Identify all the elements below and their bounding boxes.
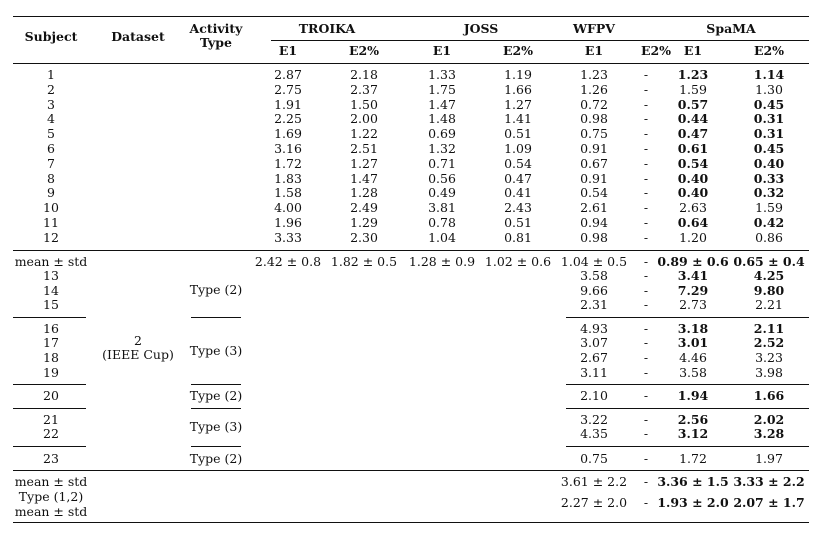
spama-e1-cell: 0.47 <box>677 126 709 142</box>
wfpv-e2-cell: - <box>643 155 649 171</box>
joss-e1-cell: 1.32 <box>428 141 456 156</box>
wfpv-e2-cell: - <box>643 67 649 82</box>
footer-r1-spama-e1: 3.36 ± 1.5 <box>657 474 729 489</box>
sep-type-2 <box>191 384 241 385</box>
wfpv-e2-cell: - <box>643 215 649 230</box>
joss-e2-cell: 1.41 <box>504 111 532 127</box>
troika-e2-cell: 1.22 <box>350 126 378 142</box>
wfpv-e1-cell: 1.23 <box>580 67 608 82</box>
spama-e1-cell: 0.61 <box>677 141 709 156</box>
spama-e2-cell: 1.97 <box>755 451 783 466</box>
troika-e1-cell: 2.25 <box>274 111 302 127</box>
section-rule-1 <box>13 250 809 251</box>
spama-e2-cell: 4.25 <box>753 268 785 283</box>
section-rule-2 <box>13 470 809 471</box>
spama-e1-cell: 1.72 <box>679 451 707 466</box>
spama-e2-cell: 0.31 <box>753 126 785 142</box>
spama-e1-cell: 0.44 <box>677 111 709 127</box>
spama-e1-cell: 0.40 <box>677 185 709 201</box>
footer-r2-wfpv-e1: 2.27 ± 2.0 <box>560 495 628 510</box>
spama-e2-cell: 2.21 <box>755 297 783 312</box>
spama-e2-cell: 1.59 <box>755 200 783 216</box>
troika-e2-cell: 2.18 <box>350 67 378 82</box>
spama-e2-cell: 3.98 <box>755 365 783 380</box>
troika-e2-cell: 1.47 <box>350 170 378 186</box>
activity-type-a: Type (2) <box>189 282 243 297</box>
header-joss: JOSS <box>463 21 499 36</box>
spama-e2-cell: 0.32 <box>753 185 785 201</box>
troika-e1-cell: 1.58 <box>274 185 302 201</box>
header-troika-e2: E2% <box>348 43 380 58</box>
subject-cell: 18 <box>43 350 59 365</box>
header-joss-e1: E1 <box>432 43 452 58</box>
wfpv-e1-cell: 3.22 <box>580 412 608 427</box>
joss-e1-cell: 1.47 <box>428 96 456 112</box>
sep-values-2 <box>566 384 809 385</box>
mean-spama-e2: 0.65 ± 0.4 <box>733 254 805 269</box>
header-spama: SpaMA <box>706 21 756 36</box>
troika-e2-cell: 1.50 <box>350 96 378 112</box>
subject-cell: 2 <box>47 81 55 97</box>
wfpv-e2-cell: - <box>643 185 649 201</box>
wfpv-e2-cell: - <box>643 283 649 298</box>
joss-e1-cell: 0.56 <box>428 170 456 186</box>
spama-e1-cell: 1.23 <box>677 67 709 82</box>
spama-e1-cell: 2.73 <box>679 297 707 312</box>
sep-subject-2 <box>13 384 86 385</box>
subject-cell: 22 <box>43 426 59 441</box>
spama-e2-cell: 0.45 <box>753 96 785 112</box>
joss-e2-cell: 0.51 <box>504 126 532 142</box>
footer-mean-label-2: mean ± std <box>14 504 88 519</box>
wfpv-e2-cell: - <box>643 412 649 427</box>
header-activity-1: Activity <box>189 21 243 36</box>
joss-e1-cell: 1.48 <box>428 111 456 127</box>
wfpv-e2-cell: - <box>643 321 649 336</box>
footer-type12-label: Type (1,2) <box>18 489 84 504</box>
wfpv-e2-cell: - <box>643 297 649 312</box>
joss-e1-cell: 0.49 <box>428 185 456 201</box>
wfpv-e1-cell: 2.31 <box>580 297 608 312</box>
subject-cell: 4 <box>47 111 55 127</box>
header-dataset: Dataset <box>111 29 165 44</box>
wfpv-e1-cell: 0.75 <box>580 126 608 142</box>
wfpv-e1-cell: 0.75 <box>580 451 608 466</box>
joss-e2-cell: 1.09 <box>504 141 532 156</box>
wfpv-e1-cell: 3.11 <box>580 365 608 380</box>
wfpv-e2-cell: - <box>643 388 649 403</box>
joss-e1-cell: 0.69 <box>428 126 456 142</box>
subject-cell: 19 <box>43 365 59 380</box>
activity-type-e: Type (2) <box>189 451 243 466</box>
joss-e2-cell: 0.47 <box>504 170 532 186</box>
sep-subject-1 <box>13 317 86 318</box>
mean-troika-e2: 1.82 ± 0.5 <box>330 254 398 269</box>
subject-cell: 17 <box>43 335 59 350</box>
wfpv-e2-cell: - <box>643 96 649 112</box>
wfpv-e2-cell: - <box>643 335 649 350</box>
spama-e1-cell: 0.64 <box>677 215 709 230</box>
subject-cell: 16 <box>43 321 59 336</box>
mean-joss-e2: 1.02 ± 0.6 <box>484 254 552 269</box>
troika-e1-cell: 3.16 <box>274 141 302 156</box>
spama-e1-cell: 4.46 <box>679 350 707 365</box>
wfpv-e2-cell: - <box>643 451 649 466</box>
joss-e2-cell: 0.41 <box>504 185 532 201</box>
troika-e2-cell: 2.51 <box>350 141 378 156</box>
joss-e2-cell: 0.54 <box>504 155 532 171</box>
subject-cell: 13 <box>43 268 59 283</box>
spama-e1-cell: 3.18 <box>677 321 709 336</box>
joss-e1-cell: 1.04 <box>428 229 456 245</box>
wfpv-e2-cell: - <box>643 111 649 127</box>
spama-e2-cell: 1.66 <box>753 388 785 403</box>
joss-e2-cell: 1.27 <box>504 96 532 112</box>
activity-type-b: Type (3) <box>189 343 243 358</box>
wfpv-e1-cell: 0.72 <box>580 96 608 112</box>
header-wfpv: WFPV <box>572 21 616 36</box>
subject-cell: 21 <box>43 412 59 427</box>
spama-e2-cell: 0.40 <box>753 155 785 171</box>
header-subject: Subject <box>24 29 78 44</box>
subject-cell: 11 <box>43 215 59 230</box>
spama-e1-cell: 3.12 <box>677 426 709 441</box>
mean-spama-e1: 0.89 ± 0.6 <box>657 254 729 269</box>
bottom-rule <box>13 522 809 523</box>
spama-e2-cell: 1.30 <box>755 81 783 97</box>
joss-e2-cell: 0.81 <box>504 229 532 245</box>
troika-e1-cell: 1.69 <box>274 126 302 142</box>
troika-e2-cell: 1.29 <box>350 215 378 230</box>
header-spama-e1: E1 <box>683 43 703 58</box>
footer-mean-label: mean ± std <box>14 474 88 489</box>
spama-e2-cell: 0.42 <box>753 215 785 230</box>
sep-type-1 <box>191 317 241 318</box>
wfpv-e1-cell: 0.67 <box>580 155 608 171</box>
subject-cell: 15 <box>43 297 59 312</box>
wfpv-e2-cell: - <box>643 268 649 283</box>
troika-e1-cell: 1.96 <box>274 215 302 230</box>
spama-e2-cell: 3.28 <box>753 426 785 441</box>
troika-e2-cell: 2.37 <box>350 81 378 97</box>
footer-r1-spama-e2: 3.33 ± 2.2 <box>733 474 805 489</box>
footer-r2-wfpv-e2: - <box>643 495 649 510</box>
mean-troika-e1: 2.42 ± 0.8 <box>254 254 322 269</box>
troika-e2-cell: 2.49 <box>350 200 378 216</box>
joss-e2-cell: 1.19 <box>504 67 532 82</box>
mean-joss-e1: 1.28 ± 0.9 <box>408 254 476 269</box>
spama-e1-cell: 0.57 <box>677 96 709 112</box>
spama-e1-cell: 0.40 <box>677 170 709 186</box>
troika-e1-cell: 4.00 <box>274 200 302 216</box>
wfpv-e1-cell: 2.10 <box>580 388 608 403</box>
troika-e1-cell: 1.72 <box>274 155 302 171</box>
subject-cell: 6 <box>47 141 55 156</box>
spama-e2-cell: 0.33 <box>753 170 785 186</box>
spama-e1-cell: 3.01 <box>677 335 709 350</box>
troika-e2-cell: 1.27 <box>350 155 378 171</box>
wfpv-e2-cell: - <box>643 170 649 186</box>
spama-e1-cell: 0.54 <box>677 155 709 171</box>
wfpv-e1-cell: 4.35 <box>580 426 608 441</box>
subject-cell: 8 <box>47 170 55 186</box>
header-rule <box>13 63 809 64</box>
subject-cell: 9 <box>47 185 55 201</box>
spama-e2-cell: 1.14 <box>753 67 785 82</box>
sep-values-1 <box>566 317 809 318</box>
troika-e2-cell: 2.30 <box>350 229 378 245</box>
header-troika-e1: E1 <box>278 43 298 58</box>
wfpv-e2-cell: - <box>643 200 649 216</box>
subject-cell: 5 <box>47 126 55 142</box>
subject-cell: 7 <box>47 155 55 171</box>
sep-type-4 <box>191 446 241 447</box>
wfpv-e2-cell: - <box>643 229 649 245</box>
wfpv-e2-cell: - <box>643 126 649 142</box>
sep-subject-4 <box>13 446 86 447</box>
header-joss-e2: E2% <box>502 43 534 58</box>
spama-e2-cell: 0.45 <box>753 141 785 156</box>
wfpv-e1-cell: 3.58 <box>580 268 608 283</box>
joss-e1-cell: 0.78 <box>428 215 456 230</box>
wfpv-e1-cell: 4.93 <box>580 321 608 336</box>
spama-e1-cell: 2.56 <box>677 412 709 427</box>
spama-e2-cell: 9.80 <box>753 283 785 298</box>
subject-cell: 20 <box>43 388 59 403</box>
spama-e2-cell: 3.23 <box>755 350 783 365</box>
mean-wfpv-e1: 1.04 ± 0.5 <box>560 254 628 269</box>
spama-e1-cell: 3.41 <box>677 268 709 283</box>
wfpv-e1-cell: 1.26 <box>580 81 608 97</box>
wfpv-e1-cell: 2.67 <box>580 350 608 365</box>
wfpv-e1-cell: 0.54 <box>580 185 608 201</box>
troika-e1-cell: 3.33 <box>274 229 302 245</box>
wfpv-e2-cell: - <box>643 81 649 97</box>
wfpv-e1-cell: 0.98 <box>580 111 608 127</box>
troika-e1-cell: 1.91 <box>274 96 302 112</box>
wfpv-e1-cell: 0.91 <box>580 170 608 186</box>
footer-r2-spama-e1: 1.93 ± 2.0 <box>657 495 729 510</box>
header-activity-2: Type <box>200 35 232 50</box>
wfpv-e2-cell: - <box>643 350 649 365</box>
footer-r1-wfpv-e1: 3.61 ± 2.2 <box>560 474 628 489</box>
header-spama-e2: E2% <box>753 43 785 58</box>
joss-e1-cell: 1.33 <box>428 67 456 82</box>
spama-e2-cell: 0.31 <box>753 111 785 127</box>
spama-e2-cell: 0.86 <box>755 229 783 245</box>
joss-e1-cell: 0.71 <box>428 155 456 171</box>
header-troika: TROIKA <box>298 21 356 36</box>
subject-cell: 12 <box>43 229 59 245</box>
wfpv-e2-cell: - <box>643 365 649 380</box>
spama-e1-cell: 1.59 <box>679 81 707 97</box>
sep-values-4 <box>566 446 809 447</box>
troika-e2-cell: 2.00 <box>350 111 378 127</box>
spama-e1-cell: 2.63 <box>679 200 707 216</box>
sep-values-3 <box>566 408 809 409</box>
header-wfpv-e2: E2% <box>640 43 672 58</box>
mean-wfpv-e2: - <box>643 254 649 269</box>
spama-e1-cell: 1.94 <box>677 388 709 403</box>
spama-e1-cell: 1.20 <box>679 229 707 245</box>
sep-subject-3 <box>13 408 86 409</box>
activity-type-c: Type (2) <box>189 388 243 403</box>
troika-e1-cell: 1.83 <box>274 170 302 186</box>
joss-e2-cell: 2.43 <box>504 200 532 216</box>
mean-label: mean ± std <box>14 254 88 269</box>
joss-e2-cell: 1.66 <box>504 81 532 97</box>
sep-type-3 <box>191 408 241 409</box>
subject-cell: 23 <box>43 451 59 466</box>
wfpv-e1-cell: 3.07 <box>580 335 608 350</box>
wfpv-e1-cell: 2.61 <box>580 200 608 216</box>
spama-e2-cell: 2.11 <box>753 321 785 336</box>
footer-r2-spama-e2: 2.07 ± 1.7 <box>733 495 805 510</box>
wfpv-e1-cell: 9.66 <box>580 283 608 298</box>
spama-e2-cell: 2.02 <box>753 412 785 427</box>
wfpv-e2-cell: - <box>643 426 649 441</box>
wfpv-e1-cell: 0.94 <box>580 215 608 230</box>
activity-type-d: Type (3) <box>189 419 243 434</box>
wfpv-e2-cell: - <box>643 141 649 156</box>
spama-e1-cell: 7.29 <box>677 283 709 298</box>
joss-e2-cell: 0.51 <box>504 215 532 230</box>
troika-e2-cell: 1.28 <box>350 185 378 201</box>
dataset-2-name: (IEEE Cup) <box>102 347 174 362</box>
subject-cell: 14 <box>43 283 59 298</box>
troika-e1-cell: 2.87 <box>274 67 302 82</box>
footer-r1-wfpv-e2: - <box>643 474 649 489</box>
wfpv-e1-cell: 0.91 <box>580 141 608 156</box>
joss-e1-cell: 1.75 <box>428 81 456 97</box>
wfpv-e1-cell: 0.98 <box>580 229 608 245</box>
joss-e1-cell: 3.81 <box>428 200 456 216</box>
spama-e2-cell: 2.52 <box>753 335 785 350</box>
header-wfpv-e1: E1 <box>584 43 604 58</box>
subject-cell: 10 <box>43 200 59 216</box>
subject-cell: 3 <box>47 96 55 112</box>
spama-e1-cell: 3.58 <box>679 365 707 380</box>
group-rule <box>271 40 809 41</box>
top-rule <box>13 16 809 17</box>
subject-cell: 1 <box>47 67 55 82</box>
dataset-2-number: 2 <box>134 333 142 348</box>
troika-e1-cell: 2.75 <box>274 81 302 97</box>
